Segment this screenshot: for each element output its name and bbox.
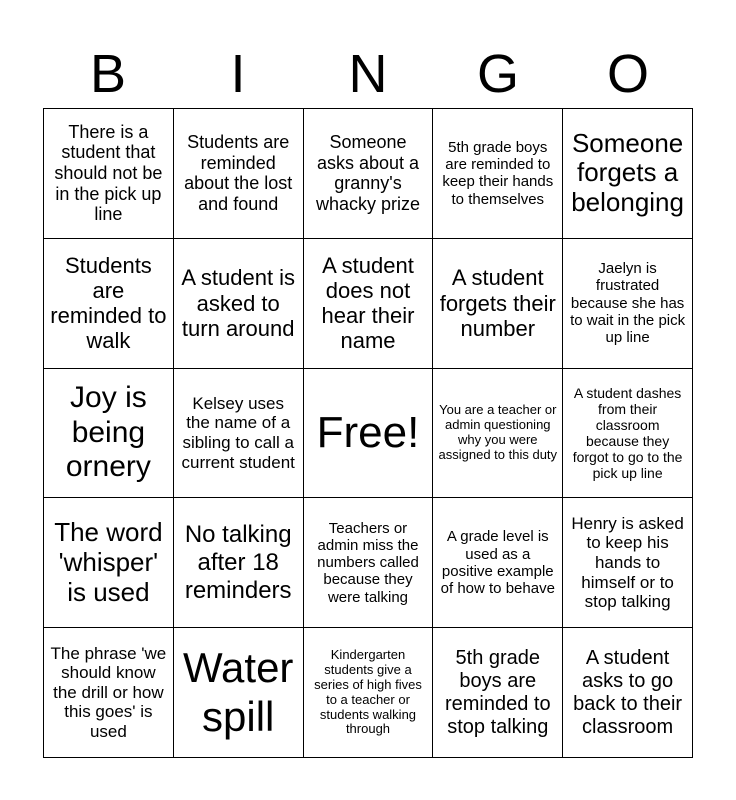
cell-text: 5th grade boys are reminded to stop talking: [444, 646, 551, 738]
bingo-cell[interactable]: [563, 239, 693, 369]
cell-text: Someone asks about a granny's whacky prize: [315, 132, 421, 215]
bingo-cell[interactable]: [563, 628, 693, 758]
free-space[interactable]: [304, 369, 434, 499]
bingo-grid: [43, 108, 693, 758]
bingo-header: [43, 40, 693, 108]
bingo-cell[interactable]: [433, 239, 563, 369]
bingo-cell[interactable]: [433, 628, 563, 758]
cell-text: A student forgets their number: [439, 265, 556, 341]
bingo-cell[interactable]: [174, 109, 304, 239]
bingo-cell[interactable]: [304, 239, 434, 369]
cell-text: Students are reminded to walk: [50, 252, 167, 354]
bingo-cell[interactable]: [174, 628, 304, 758]
cell-text: Water spill: [182, 644, 294, 740]
cell-text: There is a student that should not be in the pick up line: [54, 121, 163, 225]
bingo-cell[interactable]: [44, 239, 174, 369]
bingo-cell[interactable]: [563, 109, 693, 239]
bingo-cell[interactable]: [304, 109, 434, 239]
bingo-cell[interactable]: [44, 498, 174, 628]
cell-text: A student asks to go back to their classroom: [573, 646, 683, 738]
cell-text: No talking after 18 reminders: [184, 521, 292, 604]
header-letter-b: B: [89, 44, 127, 104]
header-letter-o: O: [606, 44, 649, 104]
cell-text: The word 'whisper' is used: [54, 516, 163, 607]
cell-text: Students are reminded about the lost and found: [184, 132, 293, 215]
bingo-cell[interactable]: [44, 369, 174, 499]
bingo-cell[interactable]: [174, 369, 304, 499]
header-letter-g: G: [476, 44, 519, 104]
cell-text: 5th grade boys are reminded to keep their hands to themselves: [442, 138, 554, 208]
cell-text: Henry is asked to keep his hands to himself or to stop talking: [571, 513, 684, 612]
cell-text: Kelsey uses the name of a sibling to call a current student: [181, 393, 295, 472]
bingo-cell[interactable]: [433, 369, 563, 499]
cell-text: Joy is being ornery: [65, 381, 151, 484]
cell-text: A grade level is used as a positive example of how to behave: [440, 528, 555, 598]
bingo-cell[interactable]: [44, 109, 174, 239]
cell-text: You are a teacher or admin questioning why you were assigned to this duty: [438, 402, 558, 462]
bingo-cell[interactable]: [563, 498, 693, 628]
bingo-cell[interactable]: [174, 498, 304, 628]
bingo-cell[interactable]: [563, 369, 693, 499]
cell-text: Free!: [316, 407, 420, 457]
cell-text: Someone forgets a belonging: [571, 127, 684, 218]
bingo-cell[interactable]: [44, 628, 174, 758]
bingo-cell[interactable]: [433, 109, 563, 239]
bingo-cell[interactable]: [174, 239, 304, 369]
cell-text: A student is asked to turn around: [181, 265, 296, 341]
cell-text: A student does not hear their name: [321, 252, 415, 354]
cell-text: Kindergarten students give a series of high fives to a teacher or students walking through: [314, 646, 422, 737]
bingo-cell[interactable]: [304, 498, 434, 628]
cell-text: Teachers or admin miss the numbers called because they were talking: [317, 519, 419, 606]
bingo-cell[interactable]: [433, 498, 563, 628]
header-letter-i: I: [230, 44, 246, 104]
cell-text: A student dashes from their classroom because they forgot to go to the pick up line: [572, 384, 683, 482]
header-letter-n: N: [348, 44, 388, 104]
cell-text: The phrase 'we should know the drill or how this goes' is used: [50, 643, 167, 741]
cell-text: Jaelyn is frustrated because she has to wait in the pick up line: [570, 260, 686, 347]
bingo-cell[interactable]: [304, 628, 434, 758]
